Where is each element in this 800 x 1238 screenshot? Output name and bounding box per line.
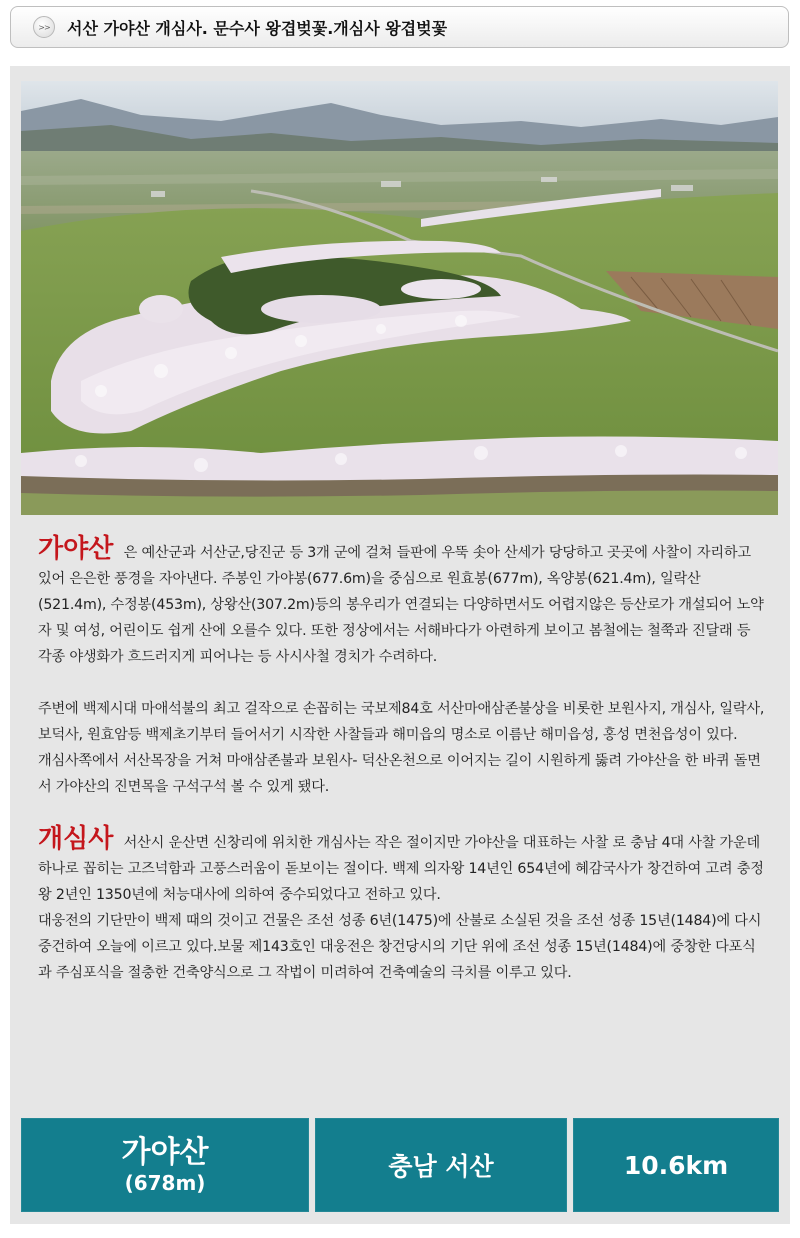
location-info-box	[315, 1118, 567, 1212]
mountain-height: (678m)	[124, 1171, 206, 1195]
gayasan-route: 개심사쪽에서 서산목장을 거쳐 마애삼존불과 보원사- 덕산온천으로 이어지는 길이 시원하게 뚫려 가야산을 한 바퀴 돌면서 가야산의 진면목을 구석구석 볼 수 있게 됐다.	[38, 753, 761, 795]
title-bar	[10, 6, 789, 48]
content-panel	[10, 66, 790, 1224]
page-title: 서산 가야산 개심사. 문수사 왕겹벚꽃.개심사 왕겹벚꽃	[67, 18, 448, 38]
gaesimsa-paragraph	[38, 826, 768, 908]
location-text: 충남 서산	[388, 1152, 494, 1181]
info-summary	[21, 1118, 779, 1212]
gaesimsa-history: 대웅전의 기단만이 백제 때의 것이고 건물은 조선 성종 6년(1475)에 산불로 소실된 것을 조선 성종 15년(1484)에 다시 중건하여 오늘에 이르고 있다.보물 제143호인 대웅전은 창건당시의 기단 위에 조선 성종 15년(1484)에 중창한 다포식과 주심포식을 절충한 건축양식으로 그 작법이 미려하여 건축예술의 극치를 이루고 있다.	[38, 913, 762, 981]
article-body	[38, 536, 768, 986]
gaesimsa-description: 서산시 운산면 신창리에 위치한 개심사는 작은 절이지만 가야산을 대표하는 사찰 로 충남 4대 사찰 가운데 하나로 꼽히는 고즈넉함과 고풍스러움이 돋보이는 절이다. 백제 의자왕 14년인 654년에 혜감국사가 창건하여 고려 충정왕 2년인 1350년에 처능대사에 의하여 중수되었다고 전하고 있다.	[38, 835, 764, 903]
gayasan-description: 은 예산군과 서산군,당진군 등 3개 군에 걸쳐 들판에 우뚝 솟아 산세가 당당하고 곳곳에 사찰이 자리하고 있어 은은한 풍경을 자아낸다. 주봉인 가야봉(677.6m)을 중심으로 원효봉(677m), 옥양봉(621.4m), 일락산(521.4m), 수정봉(453m), 상왕산(307.2m)등의 봉우리가 연결되는 다양하면서도 어렵지않은 등산로가 개설되어 노약자 및 여성, 어린이도 쉽게 산에 오를수 있다. 또한 정상에서는 서해바다가 아련하게 보이고 봄철에는 철쭉과 진달래 등 각종 야생화가 흐드러지게 피어나는 등 사시사철 경치가 수려하다.	[38, 545, 764, 665]
aerial-photo	[21, 81, 778, 515]
mountain-name: 가야산	[121, 1135, 209, 1170]
gayasan-paragraph	[38, 536, 768, 670]
distance-info-box	[573, 1118, 779, 1212]
section-title-gayasan: 가야산	[38, 534, 114, 564]
distance-text: 10.6km	[623, 1150, 729, 1180]
aerial-photo-illustration	[21, 81, 778, 515]
mountain-info-box	[21, 1118, 309, 1212]
section-title-gaesimsa: 개심사	[38, 824, 114, 854]
double-chevron-right-icon: >>	[33, 16, 55, 38]
gayasan-surroundings: 주변에 백제시대 마애석불의 최고 걸작으로 손꼽히는 국보제84호 서산마애삼존불상을 비롯한 보원사지, 개심사, 일락사, 보덕사, 원효암등 백제초기부터 들어서기 시작한 사찰들과 해미읍의 명소로 이름난 해미읍성, 홍성 면천읍성이 있다.	[38, 701, 765, 743]
